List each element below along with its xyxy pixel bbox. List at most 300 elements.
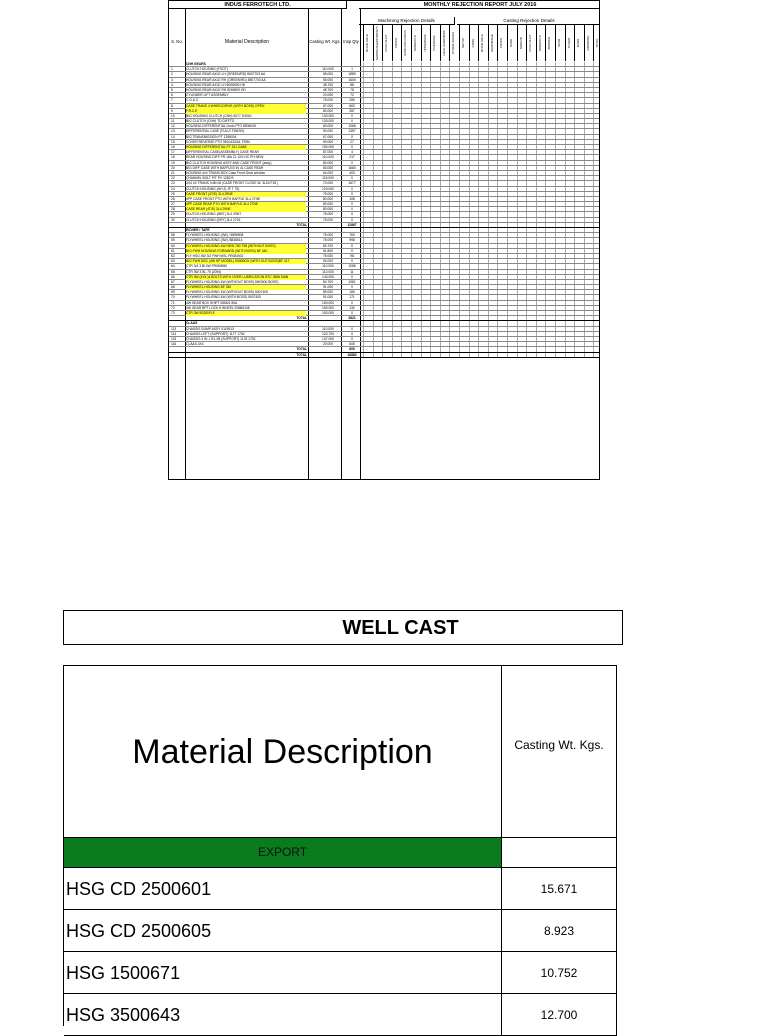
report-defect-cell xyxy=(497,342,503,346)
report-defect-cell xyxy=(526,192,532,196)
report-sno-cell: 1 xyxy=(171,67,173,72)
report-defect-cell xyxy=(411,140,417,144)
report-defect-cell xyxy=(507,301,513,305)
report-defect-cell xyxy=(449,259,455,263)
report-qty-cell: 2821 xyxy=(348,316,356,321)
defect-column-header xyxy=(392,25,399,61)
report-defect-cell xyxy=(488,150,494,154)
report-defect-cell xyxy=(411,197,417,201)
report-defect-cell xyxy=(382,228,388,232)
report-defect-cell xyxy=(440,88,446,92)
report-defect-cell xyxy=(497,155,503,159)
report-defect-cell xyxy=(497,192,503,196)
report-defect-cell xyxy=(449,332,455,336)
report-defect-cell xyxy=(488,181,494,185)
report-defect-cell xyxy=(440,114,446,118)
report-defect-cell xyxy=(411,104,417,108)
report-defect-cell xyxy=(373,353,379,357)
report-defect-cell xyxy=(526,124,532,128)
report-defect-cell xyxy=(517,207,523,211)
report-qty-cell: 180 xyxy=(349,290,355,295)
report-defect-cell xyxy=(430,259,436,263)
report-defect-cell xyxy=(536,270,542,274)
report-defect-cell xyxy=(459,301,465,305)
report-defect-cell xyxy=(421,301,427,305)
report-defect-cell xyxy=(373,93,379,97)
report-defect-cell xyxy=(469,238,475,242)
report-defect-cell xyxy=(565,197,571,201)
report-defect-cell xyxy=(421,264,427,268)
report-defect-cell xyxy=(536,129,542,133)
report-defect-cell xyxy=(449,93,455,97)
report-defect-cell xyxy=(440,218,446,222)
report-defect-cell xyxy=(517,275,523,279)
report-defect-cell xyxy=(459,192,465,196)
report-defect-cell xyxy=(565,192,571,196)
report-defect-cell xyxy=(584,290,590,294)
report-defect-cell xyxy=(574,207,580,211)
report-defect-cell xyxy=(584,254,590,258)
report-defect-cell xyxy=(478,104,484,108)
report-defect-cell xyxy=(382,155,388,159)
report-sno-cell: 21 xyxy=(171,170,175,175)
report-defect-cell xyxy=(593,88,599,92)
report-defect-cell xyxy=(411,321,417,325)
report-qty-cell: 0 xyxy=(351,326,353,331)
report-qty-cell: 0 xyxy=(351,191,353,196)
report-defect-cell xyxy=(373,285,379,289)
report-defect-cell xyxy=(517,104,523,108)
report-defect-cell xyxy=(440,62,446,66)
report-defect-cell xyxy=(421,327,427,331)
report-defect-cell xyxy=(565,233,571,237)
report-defect-cell xyxy=(363,119,369,123)
report-defect-cell xyxy=(517,327,523,331)
report-defect-cell xyxy=(526,218,532,222)
report-defect-cell xyxy=(411,238,417,242)
report-defect-cell xyxy=(478,166,484,170)
report-defect-cell xyxy=(440,202,446,206)
report-defect-cell xyxy=(545,202,551,206)
report-defect-cell xyxy=(469,270,475,274)
report-defect-cell xyxy=(363,104,369,108)
defect-column-label: GRINDING xyxy=(585,35,590,51)
report-defect-cell xyxy=(517,124,523,128)
report-defect-cell xyxy=(507,290,513,294)
report-defect-cell xyxy=(545,150,551,154)
report-defect-cell xyxy=(545,311,551,315)
defect-column-label: BURR xyxy=(576,38,581,48)
report-defect-cell xyxy=(517,155,523,159)
report-defect-cell xyxy=(565,93,571,97)
report-defect-cell xyxy=(449,161,455,165)
report-defect-cell xyxy=(401,332,407,336)
report-defect-cell xyxy=(478,181,484,185)
report-defect-cell xyxy=(526,212,532,216)
report-defect-cell xyxy=(411,67,417,71)
report-defect-cell xyxy=(517,72,523,76)
report-defect-cell xyxy=(565,347,571,351)
defect-column-label: OTHER xyxy=(566,37,571,49)
report-defect-cell xyxy=(459,166,465,170)
report-defect-cell xyxy=(459,207,465,211)
report-defect-cell xyxy=(363,171,369,175)
report-defect-cell xyxy=(584,181,590,185)
report-defect-cell xyxy=(421,311,427,315)
report-defect-cell xyxy=(411,353,417,357)
report-defect-cell xyxy=(382,171,388,175)
report-desc-cell: HOUSING 4x4 TRANS BOX Case Front Gear window xyxy=(186,170,265,175)
report-defect-cell xyxy=(517,259,523,263)
report-defect-cell xyxy=(593,264,599,268)
report-defect-cell xyxy=(497,290,503,294)
report-defect-cell xyxy=(382,295,388,299)
report-defect-cell xyxy=(574,187,580,191)
report-defect-cell xyxy=(584,187,590,191)
report-defect-cell xyxy=(497,197,503,201)
report-defect-cell xyxy=(517,171,523,175)
report-defect-cell xyxy=(382,233,388,237)
report-defect-cell xyxy=(593,181,599,185)
report-defect-cell xyxy=(469,342,475,346)
report-defect-cell xyxy=(421,197,427,201)
report-defect-cell xyxy=(517,270,523,274)
report-defect-cell xyxy=(459,197,465,201)
report-defect-cell xyxy=(421,332,427,336)
report-defect-cell xyxy=(545,270,551,274)
report-defect-cell xyxy=(584,327,590,331)
report-wt-cell: 75.000 xyxy=(322,217,334,222)
report-defect-cell xyxy=(555,223,561,227)
report-defect-cell xyxy=(497,67,503,71)
report-defect-cell xyxy=(469,316,475,320)
report-defect-cell xyxy=(593,332,599,336)
report-desc-cell: FLYWHEEL HOUSING 4W (WITH BOSS) 5007405 xyxy=(186,295,261,300)
report-defect-cell xyxy=(449,306,455,310)
report-sno-cell: 27 xyxy=(171,202,175,207)
report-defect-cell xyxy=(555,161,561,165)
report-defect-cell xyxy=(440,67,446,71)
report-defect-cell xyxy=(449,166,455,170)
report-defect-cell xyxy=(392,98,398,102)
report-sno-cell: 17 xyxy=(171,150,175,155)
report-defect-cell xyxy=(488,259,494,263)
report-defect-cell xyxy=(363,93,369,97)
report-defect-cell xyxy=(526,238,532,242)
report-defect-cell xyxy=(565,124,571,128)
report-defect-cell xyxy=(392,249,398,253)
report-wt-cell: 90.000 xyxy=(322,129,334,134)
report-defect-cell xyxy=(469,83,475,87)
report-defect-cell xyxy=(555,83,561,87)
report-defect-cell xyxy=(517,238,523,242)
report-defect-cell xyxy=(392,301,398,305)
report-sno-cell: 66 xyxy=(171,274,175,279)
report-defect-cell xyxy=(565,114,571,118)
report-defect-cell xyxy=(526,353,532,357)
report-defect-cell xyxy=(488,119,494,123)
report-defect-cell xyxy=(545,316,551,320)
report-defect-cell xyxy=(536,155,542,159)
report-defect-cell xyxy=(440,233,446,237)
report-defect-cell xyxy=(565,316,571,320)
report-defect-cell xyxy=(401,98,407,102)
report-defect-cell xyxy=(536,327,542,331)
report-desc-cell: CLUTCH HOUSING (DRY) 3L4 2716 xyxy=(186,217,241,222)
report-defect-cell xyxy=(545,78,551,82)
report-defect-cell xyxy=(401,207,407,211)
report-qty-cell: 88 xyxy=(350,82,354,87)
report-defect-cell xyxy=(517,285,523,289)
report-defect-cell xyxy=(536,275,542,279)
report-defect-cell xyxy=(545,98,551,102)
report-defect-cell xyxy=(488,212,494,216)
report-wt-cell: 150.000 xyxy=(322,145,334,149)
report-desc-cell: BIG FWH HOUSING FORWARD (WITH BOSS) BF 440 xyxy=(186,249,306,254)
header-casting-weight-label: Casting Wt. Kgs. xyxy=(514,738,604,752)
report-defect-cell xyxy=(469,327,475,331)
report-defect-cell xyxy=(497,150,503,154)
report-defect-cell xyxy=(392,192,398,196)
report-defect-cell xyxy=(478,264,484,268)
report-defect-cell xyxy=(401,259,407,263)
report-defect-cell xyxy=(478,254,484,258)
report-qty-cell: 0 xyxy=(351,207,353,212)
report-defect-cell xyxy=(392,181,398,185)
report-defect-cell xyxy=(497,166,503,170)
report-defect-cell xyxy=(363,254,369,258)
report-defect-cell xyxy=(574,88,580,92)
defect-column-label: OVERSIZE xyxy=(432,35,437,51)
report-defect-cell xyxy=(565,254,571,258)
report-defect-cell xyxy=(497,306,503,310)
report-wt-cell: 110.000 xyxy=(322,269,334,274)
report-defect-cell xyxy=(574,93,580,97)
report-defect-cell xyxy=(373,181,379,185)
report-defect-cell xyxy=(430,176,436,180)
report-qty-cell: 1677 xyxy=(348,181,356,186)
report-defect-cell xyxy=(373,311,379,315)
report-defect-cell xyxy=(449,316,455,320)
report-defect-cell xyxy=(574,83,580,87)
report-defect-cell xyxy=(488,145,494,149)
report-defect-cell xyxy=(593,353,599,357)
report-defect-cell xyxy=(411,280,417,284)
report-desc-cell: 4X4 4X TRANS X4M 06 (CASE FRONT CLOSE W: 3L04 F18 ) xyxy=(186,181,279,186)
report-defect-cell xyxy=(459,83,465,87)
report-defect-cell xyxy=(411,124,417,128)
report-defect-cell xyxy=(526,316,532,320)
machining-group-header: Machining Rejection Details xyxy=(359,17,455,25)
report-sno-cell: 68 xyxy=(171,285,175,290)
report-defect-cell xyxy=(574,327,580,331)
report-defect-cell xyxy=(565,311,571,315)
report-defect-cell xyxy=(478,342,484,346)
report-defect-cell xyxy=(488,62,494,66)
report-defect-cell xyxy=(411,181,417,185)
report-defect-cell xyxy=(545,233,551,237)
report-defect-cell xyxy=(488,306,494,310)
report-defect-cell xyxy=(421,321,427,325)
report-defect-cell xyxy=(440,207,446,211)
report-defect-cell xyxy=(593,290,599,294)
report-defect-cell xyxy=(536,233,542,237)
report-defect-cell xyxy=(584,347,590,351)
report-defect-cell xyxy=(517,129,523,133)
report-defect-cell xyxy=(584,228,590,232)
report-defect-cell xyxy=(440,176,446,180)
report-defect-cell xyxy=(469,119,475,123)
report-defect-cell xyxy=(517,311,523,315)
report-defect-cell xyxy=(449,238,455,242)
report-defect-cell xyxy=(593,233,599,237)
report-total-row xyxy=(169,353,599,358)
report-defect-cell xyxy=(392,337,398,341)
report-defect-cell xyxy=(593,212,599,216)
report-defect-cell xyxy=(430,129,436,133)
report-defect-cell xyxy=(449,187,455,191)
report-defect-cell xyxy=(363,270,369,274)
wellcast-title: WELL CAST xyxy=(342,617,459,639)
material-description-cell: HSG CD 2500601 xyxy=(64,868,502,910)
report-defect-cell xyxy=(401,347,407,351)
report-defect-cell xyxy=(593,207,599,211)
report-defect-cell xyxy=(574,280,580,284)
report-defect-cell xyxy=(459,88,465,92)
report-defect-cell xyxy=(469,181,475,185)
report-defect-cell xyxy=(478,347,484,351)
report-defect-cell xyxy=(382,218,388,222)
report-title: MONTHLY REJECTION REPORT JULY 2016 xyxy=(359,1,600,9)
report-defect-cell xyxy=(373,228,379,232)
report-defect-cell xyxy=(565,228,571,232)
report-defect-cell xyxy=(593,67,599,71)
report-defect-cell xyxy=(517,140,523,144)
report-defect-cell xyxy=(373,244,379,248)
report-defect-cell xyxy=(440,295,446,299)
report-defect-cell xyxy=(392,62,398,66)
report-defect-cell xyxy=(449,109,455,113)
report-defect-cell xyxy=(507,223,513,227)
report-defect-cell xyxy=(411,98,417,102)
report-sno-cell: 23 xyxy=(171,181,175,186)
report-wt-cell: 60.000 xyxy=(322,124,334,129)
report-defect-cell xyxy=(584,72,590,76)
report-defect-cell xyxy=(507,104,513,108)
report-defect-cell xyxy=(469,166,475,170)
report-defect-cell xyxy=(584,212,590,216)
report-defect-cell xyxy=(565,187,571,191)
report-defect-cell xyxy=(478,337,484,341)
report-defect-cell xyxy=(507,197,513,201)
report-defect-cell xyxy=(401,295,407,299)
report-defect-cell xyxy=(430,212,436,216)
report-defect-cell xyxy=(555,264,561,268)
report-defect-cell xyxy=(565,295,571,299)
report-defect-cell xyxy=(449,197,455,201)
report-sno-cell: 18 xyxy=(171,155,175,160)
report-rows xyxy=(169,62,599,358)
report-defect-cell xyxy=(507,342,513,346)
report-defect-cell xyxy=(497,249,503,253)
report-desc-cell: CHASSIS 4 IN 1 R1.2B (SUPPORT) 1178 1752 xyxy=(186,336,256,341)
report-defect-cell xyxy=(545,181,551,185)
report-defect-cell xyxy=(478,332,484,336)
report-defect-cell xyxy=(401,301,407,305)
report-defect-cell xyxy=(440,321,446,325)
report-defect-cell xyxy=(517,233,523,237)
report-defect-cell xyxy=(488,192,494,196)
report-defect-cell xyxy=(469,259,475,263)
report-defect-cell xyxy=(574,353,580,357)
report-defect-cell xyxy=(459,72,465,76)
report-defect-cell xyxy=(469,155,475,159)
report-desc-cell: CHASSIS LEFT (SUPPORT) 1177 1752 xyxy=(186,331,245,336)
report-defect-cell xyxy=(478,275,484,279)
report-defect-cell xyxy=(478,223,484,227)
report-defect-cell xyxy=(526,187,532,191)
report-defect-cell xyxy=(373,218,379,222)
report-desc-cell: CHANNEL BOLT PIT PV 1282 B xyxy=(186,176,234,181)
report-qty-cell: 0 xyxy=(351,217,353,222)
report-defect-cell xyxy=(382,98,388,102)
report-defect-cell xyxy=(411,155,417,159)
report-defect-cell xyxy=(488,249,494,253)
report-defect-cell xyxy=(421,223,427,227)
report-defect-cell xyxy=(526,161,532,165)
report-defect-cell xyxy=(536,187,542,191)
report-defect-cell xyxy=(488,83,494,87)
report-defect-cell xyxy=(373,72,379,76)
report-defect-cell xyxy=(565,104,571,108)
report-defect-cell xyxy=(421,202,427,206)
report-defect-cell xyxy=(574,316,580,320)
report-defect-cell xyxy=(574,129,580,133)
report-defect-cell xyxy=(545,192,551,196)
report-defect-cell xyxy=(574,67,580,71)
report-defect-cell xyxy=(478,311,484,315)
report-defect-cell xyxy=(459,249,465,253)
report-defect-cell xyxy=(478,280,484,284)
report-defect-cell xyxy=(411,145,417,149)
report-defect-cell xyxy=(517,202,523,206)
report-defect-cell xyxy=(517,249,523,253)
report-defect-cell xyxy=(430,150,436,154)
report-defect-cell xyxy=(459,295,465,299)
report-defect-cell xyxy=(517,347,523,351)
report-defect-cell xyxy=(526,176,532,180)
report-defect-cell xyxy=(507,83,513,87)
report-defect-cell xyxy=(555,218,561,222)
report-defect-cell xyxy=(411,93,417,97)
report-defect-cell xyxy=(517,223,523,227)
report-defect-cell xyxy=(469,187,475,191)
report-defect-cell xyxy=(507,124,513,128)
report-defect-cell xyxy=(488,347,494,351)
report-defect-cell xyxy=(373,150,379,154)
report-sno-cell: 15 xyxy=(171,139,175,144)
report-defect-cell xyxy=(373,124,379,128)
report-defect-cell xyxy=(469,98,475,102)
report-defect-cell xyxy=(536,301,542,305)
report-defect-cell xyxy=(555,104,561,108)
report-defect-cell xyxy=(421,316,427,320)
report-defect-cell xyxy=(382,254,388,258)
report-defect-cell xyxy=(545,327,551,331)
report-defect-cell xyxy=(411,285,417,289)
report-defect-cell xyxy=(401,280,407,284)
report-defect-cell xyxy=(363,155,369,159)
